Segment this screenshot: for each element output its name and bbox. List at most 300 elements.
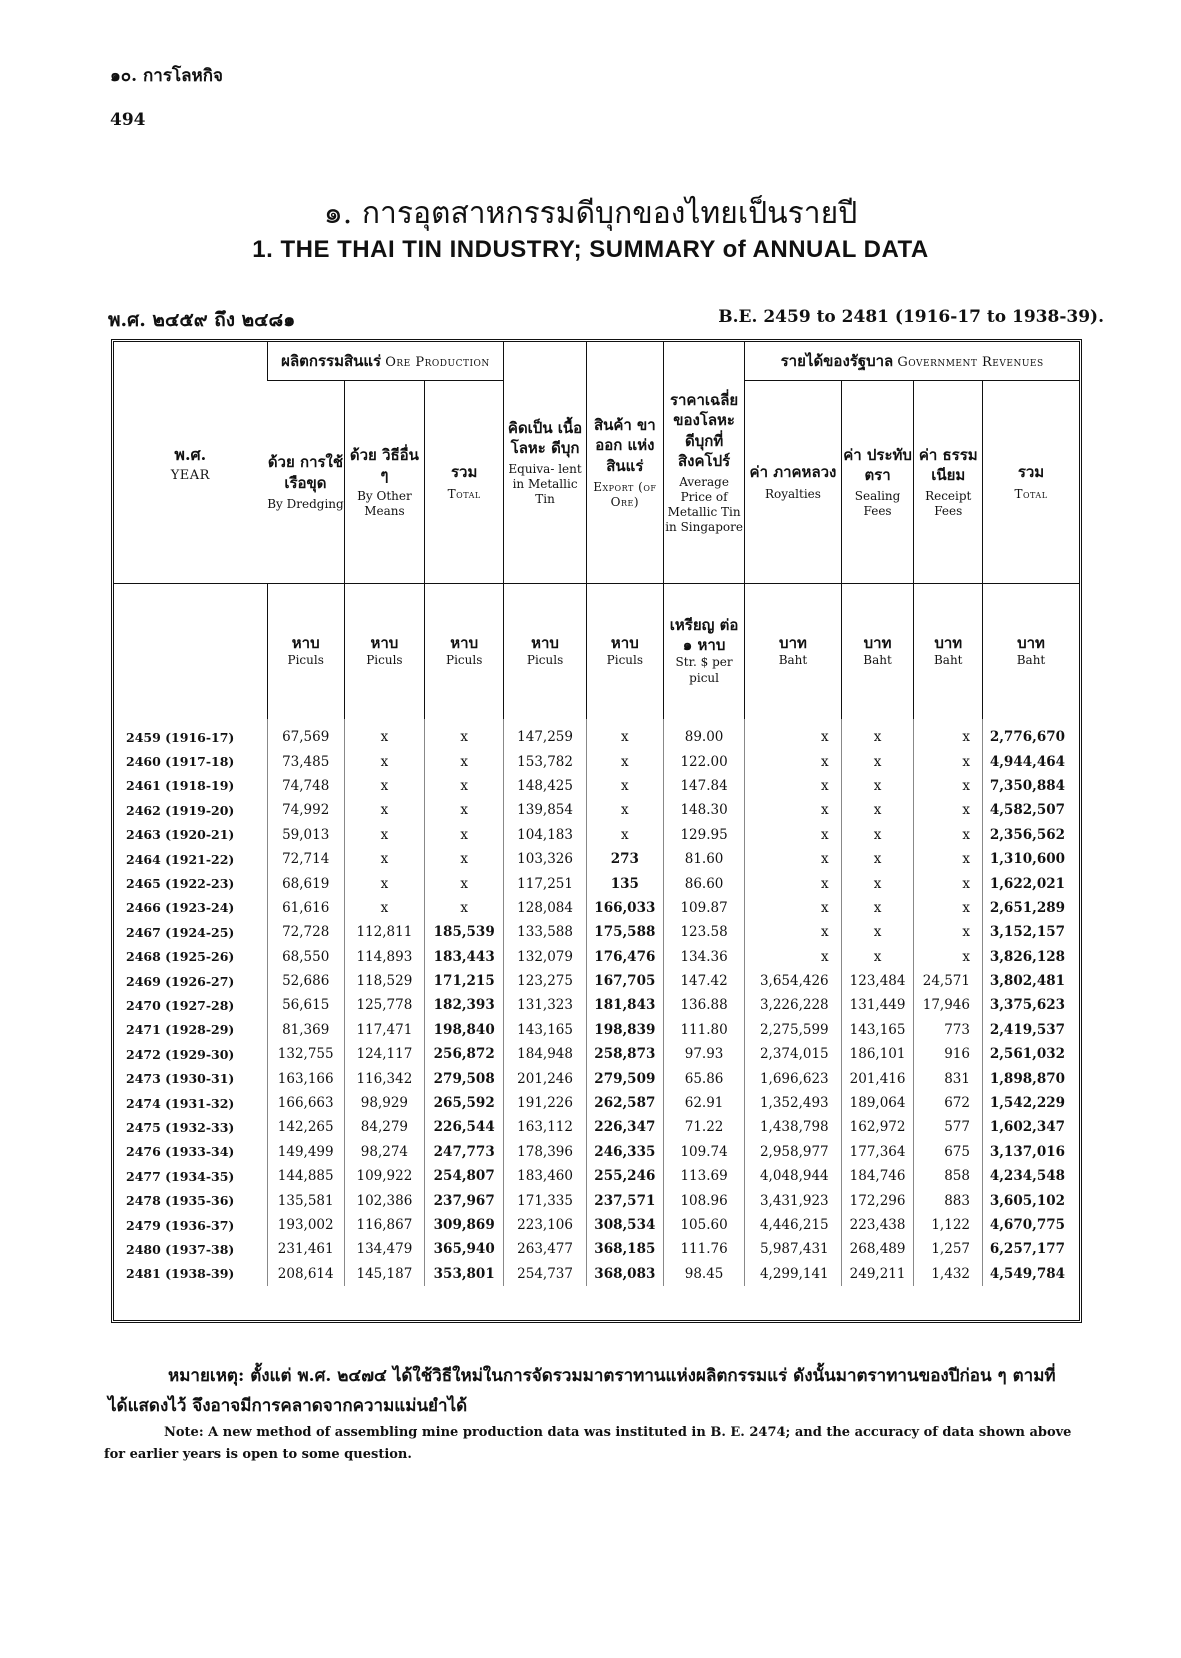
cell-sealing-fees: 189,064 [841, 1091, 914, 1115]
year-range-english: B.E. 2459 to 2481 (1916-17 to 1938-39). [718, 307, 1104, 327]
unit-thai: หาบ [370, 633, 399, 652]
cell-receipt-fees: x [914, 920, 983, 944]
title-english: 1. THE THAI TIN INDUSTRY; SUMMARY of ANNUAL DATA [252, 236, 929, 263]
cell-receipt-fees: 577 [914, 1115, 983, 1139]
table-row [114, 969, 1079, 993]
cell-revenue-total: 2,561,032 [983, 1042, 1080, 1066]
cell-other-means: 84,279 [344, 1115, 424, 1139]
cell-royalties: 1,352,493 [745, 1091, 841, 1115]
cell-year: 2473 (1930-31) [126, 1071, 235, 1087]
cell-avg-price: 148.30 [663, 798, 744, 822]
unit-en: Baht [778, 653, 808, 668]
title-thai: ๑. การอุตสาหกรรมดีบุกของไทยเป็นรายปี [323, 196, 858, 231]
note-english-label: Note: [164, 1425, 204, 1440]
cell-metallic-tin: 139,854 [504, 798, 586, 822]
cell-receipt-fees: x [914, 896, 983, 920]
ore-total-thai: รวม [451, 463, 478, 482]
cell-other-means: 116,342 [344, 1066, 424, 1090]
unit-en: Piculs [287, 653, 324, 668]
cell-export: 368,083 [586, 1262, 663, 1286]
cell-revenue-total: 2,651,289 [983, 896, 1080, 920]
export-en: Export (of Ore) [593, 479, 657, 509]
unit-thai: หาบ [531, 633, 559, 652]
unit-cell-ore-total [425, 584, 504, 720]
cell-sealing-fees: 131,449 [841, 993, 914, 1017]
cell-receipt-fees: 1,432 [914, 1262, 983, 1286]
cell-metallic-tin: 163,112 [504, 1115, 586, 1139]
ore-production-group-header [267, 342, 504, 381]
cell-year: 2470 (1927-28) [126, 997, 235, 1013]
cell-export: 198,839 [586, 1018, 663, 1042]
note-thai [108, 1362, 1068, 1422]
cell-receipt-fees: 17,946 [914, 993, 983, 1017]
cell-receipt-fees: 831 [914, 1066, 983, 1090]
receipt-fees-thai: ค่า ธรรม เนียม [918, 445, 978, 484]
government-revenues-group-header [745, 342, 1079, 381]
cell-metallic-tin: 131,323 [504, 993, 586, 1017]
cell-export: 279,509 [586, 1066, 663, 1090]
table-row [114, 1237, 1079, 1261]
section-header: ๑๐. การโลหกิจ [110, 66, 223, 86]
cell-royalties: x [745, 920, 841, 944]
cell-revenue-total: 1,898,870 [983, 1066, 1080, 1090]
cell-export: x [586, 798, 663, 822]
cell-dredging: 193,002 [267, 1213, 344, 1237]
cell-revenue-total: 3,375,623 [983, 993, 1080, 1017]
table-row [114, 1066, 1079, 1090]
cell-ore-total: 171,215 [425, 969, 504, 993]
export-header [586, 342, 663, 584]
table-row [114, 945, 1079, 969]
cell-ore-total: 279,508 [425, 1066, 504, 1090]
cell-receipt-fees: x [914, 823, 983, 847]
cell-ore-total: 198,840 [425, 1018, 504, 1042]
cell-royalties: 2,374,015 [745, 1042, 841, 1066]
cell-export: 255,246 [586, 1164, 663, 1188]
cell-sealing-fees: x [841, 920, 914, 944]
unit-en: Piculs [526, 653, 564, 668]
cell-dredging: 135,581 [267, 1188, 344, 1212]
cell-receipt-fees: x [914, 798, 983, 822]
cell-receipt-fees: x [914, 945, 983, 969]
unit-cell-avg-price [663, 584, 744, 720]
cell-revenue-total: 2,419,537 [983, 1018, 1080, 1042]
cell-sealing-fees: 184,746 [841, 1164, 914, 1188]
cell-ore-total: 183,443 [425, 945, 504, 969]
cell-other-means: 109,922 [344, 1164, 424, 1188]
cell-ore-total: 309,869 [425, 1213, 504, 1237]
unit-cell-receipt-fees [914, 584, 983, 720]
cell-dredging: 59,013 [267, 823, 344, 847]
cell-export: 175,588 [586, 920, 663, 944]
table-row [114, 1115, 1079, 1139]
table-row [114, 1164, 1079, 1188]
cell-revenue-total: 1,602,347 [983, 1115, 1080, 1139]
table-row [114, 719, 1079, 749]
cell-other-means: 145,187 [344, 1262, 424, 1286]
cell-dredging: 68,619 [267, 871, 344, 895]
cell-export: x [586, 774, 663, 798]
metallic-tin-en: Equiva- lent in Metallic Tin [508, 462, 582, 507]
avg-price-en: Average Price of Metallic Tin in Singapore [665, 475, 743, 534]
revenue-total-en: Total [1014, 486, 1048, 501]
unit-cell-metallic-tin [504, 584, 586, 720]
cell-dredging: 149,499 [267, 1140, 344, 1164]
cell-export: 135 [586, 871, 663, 895]
table-row [114, 1091, 1079, 1115]
unit-thai: หาบ [610, 633, 639, 652]
royalties-thai: ค่า ภาคหลวง [749, 463, 837, 482]
table-body [114, 719, 1079, 1286]
cell-sealing-fees: 123,484 [841, 969, 914, 993]
cell-metallic-tin: 171,335 [504, 1188, 586, 1212]
unit-row [114, 584, 1079, 720]
cell-revenue-total: 4,944,464 [983, 749, 1080, 773]
government-revenues-en: Government Revenues [897, 355, 1044, 370]
cell-dredging: 74,992 [267, 798, 344, 822]
cell-dredging: 56,615 [267, 993, 344, 1017]
sealing-fees-header [841, 381, 914, 584]
cell-royalties: x [745, 823, 841, 847]
table-row [114, 1188, 1079, 1212]
cell-year: 2460 (1917-18) [126, 754, 235, 770]
cell-other-means: 118,529 [344, 969, 424, 993]
cell-export: 262,587 [586, 1091, 663, 1115]
table-row [114, 871, 1079, 895]
table-row [114, 1042, 1079, 1066]
year-header-en: YEAR [170, 467, 210, 483]
cell-sealing-fees: 201,416 [841, 1066, 914, 1090]
cell-receipt-fees: x [914, 774, 983, 798]
cell-other-means: 116,867 [344, 1213, 424, 1237]
cell-dredging: 73,485 [267, 749, 344, 773]
cell-metallic-tin: 143,165 [504, 1018, 586, 1042]
unit-en: Str. $ per picul [675, 655, 733, 685]
cell-avg-price: 111.76 [663, 1237, 744, 1261]
cell-year: 2461 (1918-19) [126, 778, 235, 794]
cell-year: 2463 (1920-21) [126, 827, 235, 843]
cell-metallic-tin: 132,079 [504, 945, 586, 969]
cell-dredging: 144,885 [267, 1164, 344, 1188]
cell-avg-price: 123.58 [663, 920, 744, 944]
cell-export: 273 [586, 847, 663, 871]
unit-en: Piculs [606, 653, 644, 668]
revenue-total-header [983, 381, 1080, 584]
cell-royalties: x [745, 719, 841, 749]
cell-receipt-fees: 672 [914, 1091, 983, 1115]
cell-receipt-fees: 1,257 [914, 1237, 983, 1261]
cell-year: 2466 (1923-24) [126, 900, 235, 916]
cell-dredging: 81,369 [267, 1018, 344, 1042]
note-thai-text: ตั้งแต่ พ.ศ. ๒๔๗๔ ได้ใช้วิธีใหม่ในการจัดรวมมาตราทานแห่งผลิตกรรมแร่ ดังนั้นมาตราทานของปีก่อน ๆ ตามที่ได้แสดงไว้ จึงอาจมีการคลาดจากความแม่นยำได้ [108, 1366, 1056, 1416]
cell-avg-price: 122.00 [663, 749, 744, 773]
cell-receipt-fees: 24,571 [914, 969, 983, 993]
table-row [114, 920, 1079, 944]
cell-other-means: 112,811 [344, 920, 424, 944]
cell-ore-total: 247,773 [425, 1140, 504, 1164]
cell-revenue-total: 3,605,102 [983, 1188, 1080, 1212]
cell-avg-price: 71.22 [663, 1115, 744, 1139]
cell-metallic-tin: 254,737 [504, 1262, 586, 1286]
cell-export: 368,185 [586, 1237, 663, 1261]
cell-ore-total: 256,872 [425, 1042, 504, 1066]
cell-export: x [586, 749, 663, 773]
cell-sealing-fees: x [841, 896, 914, 920]
cell-sealing-fees: x [841, 719, 914, 749]
cell-revenue-total: 7,350,884 [983, 774, 1080, 798]
table-row [114, 1213, 1079, 1237]
cell-year: 2478 (1935-36) [126, 1193, 235, 1209]
cell-other-means: x [344, 823, 424, 847]
year-header-thai: พ.ศ. [174, 444, 207, 464]
cell-avg-price: 98.45 [663, 1262, 744, 1286]
note-english-text: A new method of assembling mine production data was instituted in B. E. 2474; and the accuracy of data shown above for earlier years is open to some question. [104, 1425, 1072, 1463]
cell-other-means: 114,893 [344, 945, 424, 969]
cell-receipt-fees: 1,122 [914, 1213, 983, 1237]
cell-ore-total: x [425, 749, 504, 773]
dredging-thai: ด้วย การใช้ เรือขุด [267, 453, 344, 492]
cell-royalties: x [745, 896, 841, 920]
table-row [114, 896, 1079, 920]
tin-industry-table [111, 339, 1082, 1323]
cell-revenue-total: 1,542,229 [983, 1091, 1080, 1115]
unit-en: Baht [1016, 653, 1046, 668]
cell-ore-total: x [425, 871, 504, 895]
cell-sealing-fees: 268,489 [841, 1237, 914, 1261]
cell-avg-price: 109.74 [663, 1140, 744, 1164]
cell-metallic-tin: 103,326 [504, 847, 586, 871]
cell-export: 167,705 [586, 969, 663, 993]
cell-sealing-fees: x [841, 774, 914, 798]
other-means-header [344, 381, 424, 584]
cell-sealing-fees: x [841, 871, 914, 895]
cell-sealing-fees: 162,972 [841, 1115, 914, 1139]
cell-other-means: 98,274 [344, 1140, 424, 1164]
cell-revenue-total: 3,152,157 [983, 920, 1080, 944]
cell-royalties: 4,299,141 [745, 1262, 841, 1286]
table-row [114, 1262, 1079, 1286]
unit-thai: บาท [779, 633, 807, 652]
cell-avg-price: 97.93 [663, 1042, 744, 1066]
export-thai: สินค้า ขาออก แห่ง สินแร่ [593, 416, 656, 475]
unit-thai: บาท [934, 633, 963, 652]
page-number: 494 [110, 110, 146, 130]
unit-cell-royalties [745, 584, 841, 720]
ore-total-en: Total [447, 486, 481, 501]
cell-other-means: x [344, 719, 424, 749]
cell-receipt-fees: x [914, 719, 983, 749]
cell-ore-total: 182,393 [425, 993, 504, 1017]
unit-cell-year [114, 584, 267, 720]
cell-ore-total: 254,807 [425, 1164, 504, 1188]
cell-royalties: 2,958,977 [745, 1140, 841, 1164]
cell-sealing-fees: 249,211 [841, 1262, 914, 1286]
cell-avg-price: 147.84 [663, 774, 744, 798]
cell-ore-total: 185,539 [425, 920, 504, 944]
cell-avg-price: 109.87 [663, 896, 744, 920]
cell-metallic-tin: 148,425 [504, 774, 586, 798]
cell-ore-total: 226,544 [425, 1115, 504, 1139]
cell-year: 2472 (1929-30) [126, 1046, 235, 1062]
cell-royalties: x [745, 774, 841, 798]
cell-receipt-fees: 858 [914, 1164, 983, 1188]
unit-en: Baht [863, 653, 892, 668]
dredging-header [267, 381, 344, 584]
data-table [114, 342, 1079, 1286]
table-row [114, 1140, 1079, 1164]
cell-avg-price: 105.60 [663, 1213, 744, 1237]
year-range-thai: พ.ศ. ๒๔๕๙ ถึง ๒๔๘๑ [108, 309, 296, 331]
cell-receipt-fees: 773 [914, 1018, 983, 1042]
cell-receipt-fees: 675 [914, 1140, 983, 1164]
cell-royalties: 5,987,431 [745, 1237, 841, 1261]
unit-thai: หาบ [450, 633, 479, 652]
cell-revenue-total: 3,826,128 [983, 945, 1080, 969]
sealing-fees-thai: ค่า ประทับ ตรา [843, 445, 912, 484]
cell-other-means: x [344, 847, 424, 871]
cell-ore-total: x [425, 823, 504, 847]
cell-royalties: 3,431,923 [745, 1188, 841, 1212]
cell-year: 2467 (1924-25) [126, 924, 235, 940]
cell-royalties: 4,048,944 [745, 1164, 841, 1188]
cell-year: 2481 (1938-39) [126, 1266, 235, 1282]
cell-year: 2477 (1934-35) [126, 1168, 235, 1184]
cell-revenue-total: 2,356,562 [983, 823, 1080, 847]
cell-metallic-tin: 178,396 [504, 1140, 586, 1164]
unit-thai: หาบ [291, 633, 320, 652]
cell-year: 2459 (1916-17) [126, 729, 235, 745]
cell-sealing-fees: x [841, 823, 914, 847]
table-row [114, 847, 1079, 871]
cell-metallic-tin: 123,275 [504, 969, 586, 993]
cell-export: 181,843 [586, 993, 663, 1017]
cell-sealing-fees: 172,296 [841, 1188, 914, 1212]
ore-total-header [425, 381, 504, 584]
cell-royalties: x [745, 945, 841, 969]
dredging-en: By Dredging [267, 496, 344, 511]
cell-royalties: 1,696,623 [745, 1066, 841, 1090]
cell-dredging: 72,714 [267, 847, 344, 871]
cell-ore-total: x [425, 798, 504, 822]
cell-royalties: 3,226,228 [745, 993, 841, 1017]
cell-avg-price: 62.91 [663, 1091, 744, 1115]
cell-other-means: x [344, 749, 424, 773]
cell-metallic-tin: 117,251 [504, 871, 586, 895]
cell-metallic-tin: 184,948 [504, 1042, 586, 1066]
cell-avg-price: 81.60 [663, 847, 744, 871]
cell-year: 2471 (1928-29) [126, 1022, 235, 1038]
cell-other-means: 117,471 [344, 1018, 424, 1042]
cell-avg-price: 86.60 [663, 871, 744, 895]
cell-metallic-tin: 191,226 [504, 1091, 586, 1115]
unit-thai: บาท [863, 633, 892, 652]
cell-dredging: 163,166 [267, 1066, 344, 1090]
unit-cell-other-means [344, 584, 424, 720]
cell-revenue-total: 4,234,548 [983, 1164, 1080, 1188]
cell-royalties: 4,446,215 [745, 1213, 841, 1237]
cell-export: 226,347 [586, 1115, 663, 1139]
cell-sealing-fees: 186,101 [841, 1042, 914, 1066]
cell-avg-price: 108.96 [663, 1188, 744, 1212]
cell-export: 308,534 [586, 1213, 663, 1237]
cell-year: 2462 (1919-20) [126, 802, 235, 818]
cell-royalties: 2,275,599 [745, 1018, 841, 1042]
cell-metallic-tin: 147,259 [504, 719, 586, 749]
cell-export: x [586, 823, 663, 847]
cell-royalties: x [745, 847, 841, 871]
cell-export: 237,571 [586, 1188, 663, 1212]
table-row [114, 774, 1079, 798]
cell-year: 2480 (1937-38) [126, 1241, 235, 1257]
cell-year: 2479 (1936-37) [126, 1217, 235, 1233]
cell-ore-total: x [425, 774, 504, 798]
cell-year: 2476 (1933-34) [126, 1144, 235, 1160]
cell-ore-total: x [425, 896, 504, 920]
cell-sealing-fees: 143,165 [841, 1018, 914, 1042]
cell-dredging: 52,686 [267, 969, 344, 993]
cell-year: 2469 (1926-27) [126, 973, 235, 989]
ore-production-thai: ผลิตกรรมสินแร่ [281, 352, 382, 370]
unit-thai: บาท [1017, 633, 1045, 652]
avg-price-thai: ราคาเฉลี่ย ของโลหะ ดีบุกที่ สิงคโปร์ [669, 391, 739, 470]
cell-metallic-tin: 128,084 [504, 896, 586, 920]
cell-revenue-total: 1,622,021 [983, 871, 1080, 895]
cell-ore-total: 365,940 [425, 1237, 504, 1261]
cell-sealing-fees: x [841, 749, 914, 773]
cell-dredging: 67,569 [267, 719, 344, 749]
cell-royalties: 3,654,426 [745, 969, 841, 993]
cell-other-means: x [344, 798, 424, 822]
cell-other-means: x [344, 871, 424, 895]
cell-revenue-total: 3,137,016 [983, 1140, 1080, 1164]
unit-cell-sealing-fees [841, 584, 914, 720]
cell-other-means: x [344, 774, 424, 798]
cell-other-means: 124,117 [344, 1042, 424, 1066]
cell-year: 2468 (1925-26) [126, 949, 235, 965]
cell-sealing-fees: 177,364 [841, 1140, 914, 1164]
note-english [104, 1422, 1074, 1466]
cell-avg-price: 134.36 [663, 945, 744, 969]
cell-export: 176,476 [586, 945, 663, 969]
cell-dredging: 132,755 [267, 1042, 344, 1066]
metallic-tin-thai: คิดเป็น เนื้อโลหะ ดีบุก [507, 418, 583, 457]
cell-metallic-tin: 223,106 [504, 1213, 586, 1237]
cell-sealing-fees: x [841, 798, 914, 822]
unit-thai: เหรียญ ต่อ ๑ หาบ [669, 616, 739, 654]
cell-export: x [586, 719, 663, 749]
table-row [114, 823, 1079, 847]
unit-cell-export [586, 584, 663, 720]
cell-revenue-total: 2,776,670 [983, 719, 1080, 749]
cell-sealing-fees: 223,438 [841, 1213, 914, 1237]
cell-dredging: 142,265 [267, 1115, 344, 1139]
cell-sealing-fees: x [841, 945, 914, 969]
cell-avg-price: 89.00 [663, 719, 744, 749]
cell-ore-total: x [425, 719, 504, 749]
cell-avg-price: 147.42 [663, 969, 744, 993]
unit-cell-dredging [267, 584, 344, 720]
cell-revenue-total: 3,802,481 [983, 969, 1080, 993]
sealing-fees-en: Sealing Fees [854, 489, 901, 519]
cell-revenue-total: 4,582,507 [983, 798, 1080, 822]
cell-dredging: 68,550 [267, 945, 344, 969]
cell-year: 2475 (1932-33) [126, 1119, 235, 1135]
table-row [114, 749, 1079, 773]
cell-revenue-total: 1,310,600 [983, 847, 1080, 871]
cell-metallic-tin: 183,460 [504, 1164, 586, 1188]
cell-export: 246,335 [586, 1140, 663, 1164]
cell-other-means: 125,778 [344, 993, 424, 1017]
